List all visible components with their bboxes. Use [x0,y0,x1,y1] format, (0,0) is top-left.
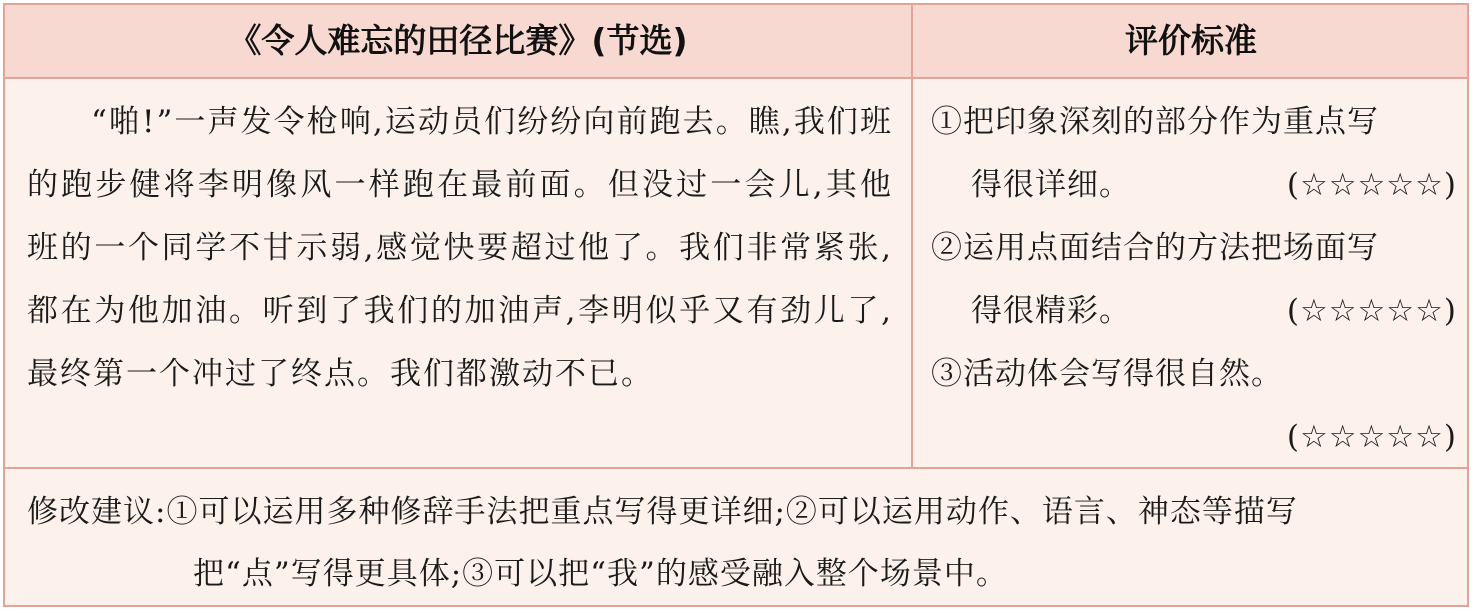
criteria-item-1-line2: 得很详细。 [971,167,1131,203]
evaluation-table [3,3,1469,607]
criteria-item-2-line2: 得很精彩。 [971,293,1131,329]
advice-line-2: 把“点”写得更具体;③可以把“我”的感受融入整个场景中。 [193,556,1008,592]
star-rating-1: (☆☆☆☆☆) [1286,167,1457,203]
criteria-item-1-line1: ①把印象深刻的部分作为重点写 [931,104,1379,140]
revision-advice [27,481,1457,605]
criteria-item-1 [931,91,1457,217]
advice-line-1: 修改建议:①可以运用多种修辞手法把重点写得更详细;②可以运用动作、语言、神态等描写 [27,494,1298,530]
criteria-item-3 [931,343,1457,469]
star-rating-3: (☆☆☆☆☆) [1286,419,1457,455]
criteria-item-3-line1: ③活动体会写得很自然。 [931,356,1283,392]
star-rating-2: (☆☆☆☆☆) [1286,293,1457,329]
table-header-row [5,5,1467,79]
criteria-item-2-line1: ②运用点面结合的方法把场面写 [931,230,1379,266]
passage-text: “啪!”一声发令枪响,运动员们纷纷向前跑去。瞧,我们班的跑步健将李明像风一样跑在最前面。但没过一会儿,其他班的一个同学不甘示弱,感觉快要超过他了。我们非常紧张,都在为他加油。听到了我们的加油声,李明似乎又有劲儿了,最终第一个冲过了终点。我们都激动不已。 [27,104,893,392]
table-body-row [5,77,1467,469]
criteria-title: 评价标准 [1125,21,1257,60]
criteria-item-2 [931,217,1457,343]
passage-title: 《令人难忘的田径比赛》(节选) [228,21,688,60]
criteria-list [931,91,1457,469]
